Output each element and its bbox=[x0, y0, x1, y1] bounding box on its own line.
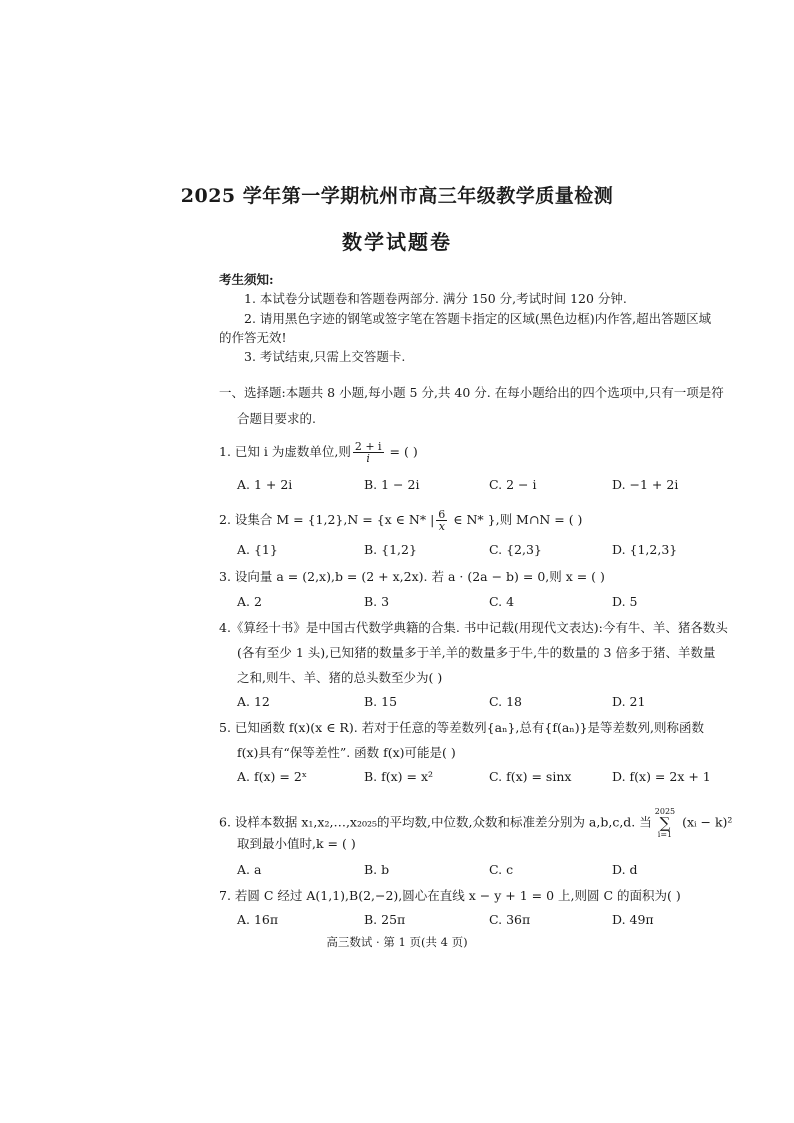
question-6-stem: 6. 设样本数据 x₁,x₂,…,x₂₀₂₅的平均数,中位数,众数和标准差分别为 a,b,c,d. 当 bbox=[219, 814, 652, 830]
exam-title: 2025 学年第一学期杭州市高三年级教学质量检测 bbox=[180, 185, 614, 207]
fraction-denominator: i bbox=[366, 452, 370, 465]
q1-option-d: D. −1 + 2i bbox=[612, 477, 679, 492]
section-1-instruction-line-1: 一、选择题:本题共 8 小题,每小题 5 分,共 40 分. 在每小题给出的四个选项中,只有一项是符 bbox=[219, 385, 724, 400]
question-2 bbox=[219, 509, 582, 532]
question-2-stem: 2. 设集合 M = {1,2},N = {x ∈ N* | bbox=[219, 512, 435, 527]
question-6-line-1 bbox=[219, 807, 732, 839]
q7-option-a: A. 16π bbox=[237, 912, 279, 927]
summation-upper-limit: 2025 bbox=[654, 807, 676, 816]
notice-item-2-line-2: 的作答无效! bbox=[219, 330, 287, 345]
exam-subtitle: 数学试题卷 bbox=[342, 230, 452, 254]
question-4-line-1: 4.《算经十书》是中国古代数学典籍的合集. 书中记载(用现代文表达):今有牛、羊、猪各数头 bbox=[219, 620, 728, 635]
question-2-fraction bbox=[436, 509, 447, 532]
q1-option-a: A. 1 + 2i bbox=[237, 477, 293, 492]
notice-item-3: 3. 考试结束,只需上交答题卡. bbox=[244, 349, 406, 364]
q4-option-b: B. 15 bbox=[364, 694, 398, 709]
question-1-tail: = ( ) bbox=[385, 444, 418, 459]
q6-option-d: D. d bbox=[612, 862, 638, 877]
q3-option-c: C. 4 bbox=[489, 594, 515, 609]
summation-symbol bbox=[655, 807, 675, 839]
q6-option-c: C. c bbox=[489, 862, 514, 877]
summation-lower-limit: i=1 bbox=[657, 830, 673, 839]
question-7: 7. 若圆 C 经过 A(1,1),B(2,−2),圆心在直线 x − y + 1 = 0 上,则圆 C 的面积为( ) bbox=[219, 888, 681, 903]
q7-option-c: C. 36π bbox=[489, 912, 531, 927]
fraction-numerator: 6 bbox=[438, 508, 446, 521]
q6-option-a: A. a bbox=[237, 862, 262, 877]
q4-option-c: C. 18 bbox=[489, 694, 522, 709]
question-5-line-2: f(x)具有“保等差性”. 函数 f(x)可能是( ) bbox=[237, 745, 456, 760]
q2-option-b: B. {1,2} bbox=[364, 542, 417, 557]
question-4-line-3: 之和,则牛、羊、猪的总头数至少为( ) bbox=[237, 670, 443, 685]
question-1 bbox=[219, 441, 418, 464]
notice-item-1: 1. 本试卷分试题卷和答题卷两部分. 满分 150 分,考试时间 120 分钟. bbox=[244, 291, 627, 306]
q4-option-a: A. 12 bbox=[237, 694, 270, 709]
q4-option-d: D. 21 bbox=[612, 694, 646, 709]
section-1-instruction-line-2: 合题目要求的. bbox=[237, 411, 316, 426]
q6-option-b: B. b bbox=[364, 862, 390, 877]
question-5-line-1: 5. 已知函数 f(x)(x ∈ R). 若对于任意的等差数列{aₙ},总有{f(aₙ)}是等差数列,则称函数 bbox=[219, 720, 705, 735]
question-1-stem: 1. 已知 i 为虚数单位,则 bbox=[219, 444, 351, 459]
question-6-line-2: 取到最小值时,k = ( ) bbox=[237, 836, 356, 851]
q3-option-a: A. 2 bbox=[237, 594, 262, 609]
q5-option-d: D. f(x) = 2x + 1 bbox=[612, 769, 711, 784]
sigma-glyph: ∑ bbox=[659, 814, 671, 832]
fraction-denominator: x bbox=[438, 520, 445, 533]
notice-heading: 考生须知: bbox=[219, 272, 274, 287]
q3-option-b: B. 3 bbox=[364, 594, 390, 609]
question-4-line-2: (各有至少 1 头),已知猪的数量多于羊,羊的数量多于牛,牛的数量的 3 倍多于猪、羊数量 bbox=[237, 645, 716, 660]
fraction-numerator: 2 + i bbox=[354, 440, 382, 453]
q1-option-c: C. 2 − i bbox=[489, 477, 537, 492]
q5-option-c: C. f(x) = sinx bbox=[489, 769, 572, 784]
question-2-tail: ∈ N* },则 M∩N = ( ) bbox=[449, 512, 583, 527]
question-1-fraction bbox=[353, 441, 384, 464]
page-footer: 高三数试 · 第 1 页(共 4 页) bbox=[326, 935, 468, 949]
q2-option-d: D. {1,2,3} bbox=[612, 542, 678, 557]
q1-option-b: B. 1 − 2i bbox=[364, 477, 420, 492]
q3-option-d: D. 5 bbox=[612, 594, 638, 609]
notice-item-2-line-1: 2. 请用黑色字迹的钢笔或签字笔在答题卡指定的区域(黑色边框)内作答,超出答题区域 bbox=[244, 311, 712, 326]
q7-option-d: D. 49π bbox=[612, 912, 654, 927]
q5-option-a: A. f(x) = 2ˣ bbox=[237, 769, 308, 784]
question-3: 3. 设向量 a = (2,x),b = (2 + x,2x). 若 a · (2a − b) = 0,则 x = ( ) bbox=[219, 569, 605, 584]
q5-option-b: B. f(x) = x² bbox=[364, 769, 434, 784]
q7-option-b: B. 25π bbox=[364, 912, 406, 927]
q2-option-a: A. {1} bbox=[237, 542, 278, 557]
q2-option-c: C. {2,3} bbox=[489, 542, 542, 557]
question-6-expression: (xᵢ − k)² bbox=[678, 814, 733, 830]
